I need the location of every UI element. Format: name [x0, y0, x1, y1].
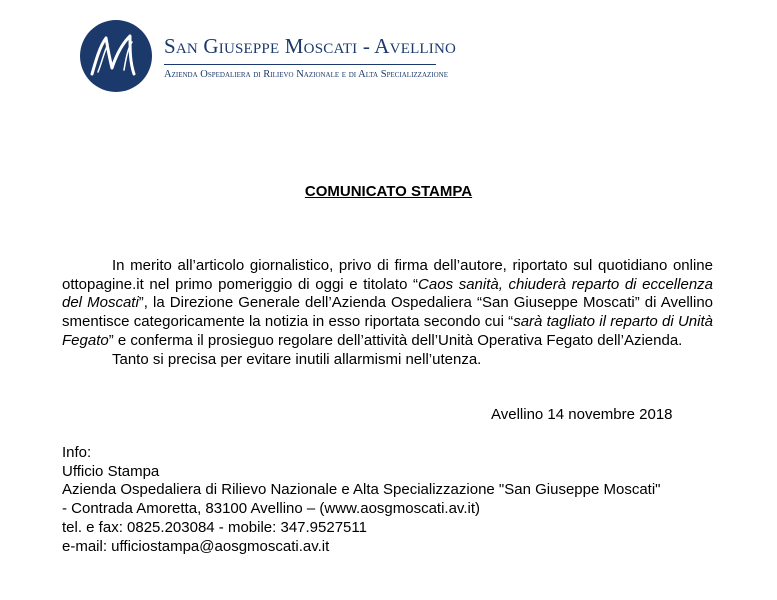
- press-release-body: [62, 257, 713, 369]
- paragraph-closing: Tanto si precisa per evitare inutili allarmismi nell’utenza.: [112, 350, 482, 368]
- contact-email: e-mail: ufficiostampa@aosgmoscati.av.it: [62, 537, 330, 555]
- organization-subtitle: Azienda Ospedaliera di Rilievo Nazionale e di Alta Specializzazione: [164, 69, 449, 80]
- contact-phone: tel. e fax: 0825.203084 - mobile: 347.9527511: [62, 518, 367, 536]
- contact-office: Ufficio Stampa: [62, 462, 160, 480]
- document-title: COMUNICATO STAMPA: [304, 183, 473, 200]
- organization-name: San Giuseppe Moscati - Avellino: [164, 34, 457, 58]
- paragraph-main: [62, 257, 713, 351]
- paragraph-main-part1: In merito all’articolo giornalistico, privo di firma dell’autore, riportato sul quotidiano online ottopagine.it nel primo pomeriggio di oggi e titolato “: [62, 257, 713, 293]
- contact-address: - Contrada Amoretta, 83100 Avellino – (www.aosgmoscati.av.it): [62, 500, 480, 518]
- contact-label: Info:: [62, 444, 92, 461]
- contact-organization: Azienda Ospedaliera di Rilievo Nazionale e Alta Specializzazione "San Giuseppe Moscati": [62, 481, 661, 499]
- paragraph-main-part3: ” e conferma il prosieguo regolare dell’attività dell’Unità Operativa Fegato dell’Azienda.: [108, 331, 683, 349]
- moscati-logo-icon: [80, 20, 152, 92]
- letterhead-divider: [164, 64, 436, 65]
- paragraph-main-part2: ”, la Direzione Generale dell’Azienda Ospedaliera “San Giuseppe Moscati” di Avellino smentisce categoricamente la notizia in esso riportata secondo cui “: [62, 294, 713, 331]
- letterhead: [80, 20, 460, 94]
- date-line: Avellino 14 novembre 2018: [491, 406, 673, 423]
- quoted-headline: Caos sanità, chiuderà reparto di eccellenza del Moscati: [62, 275, 714, 312]
- quoted-claim: sarà tagliato il reparto di Unità Fegato: [62, 313, 713, 349]
- contact-block: [62, 444, 660, 556]
